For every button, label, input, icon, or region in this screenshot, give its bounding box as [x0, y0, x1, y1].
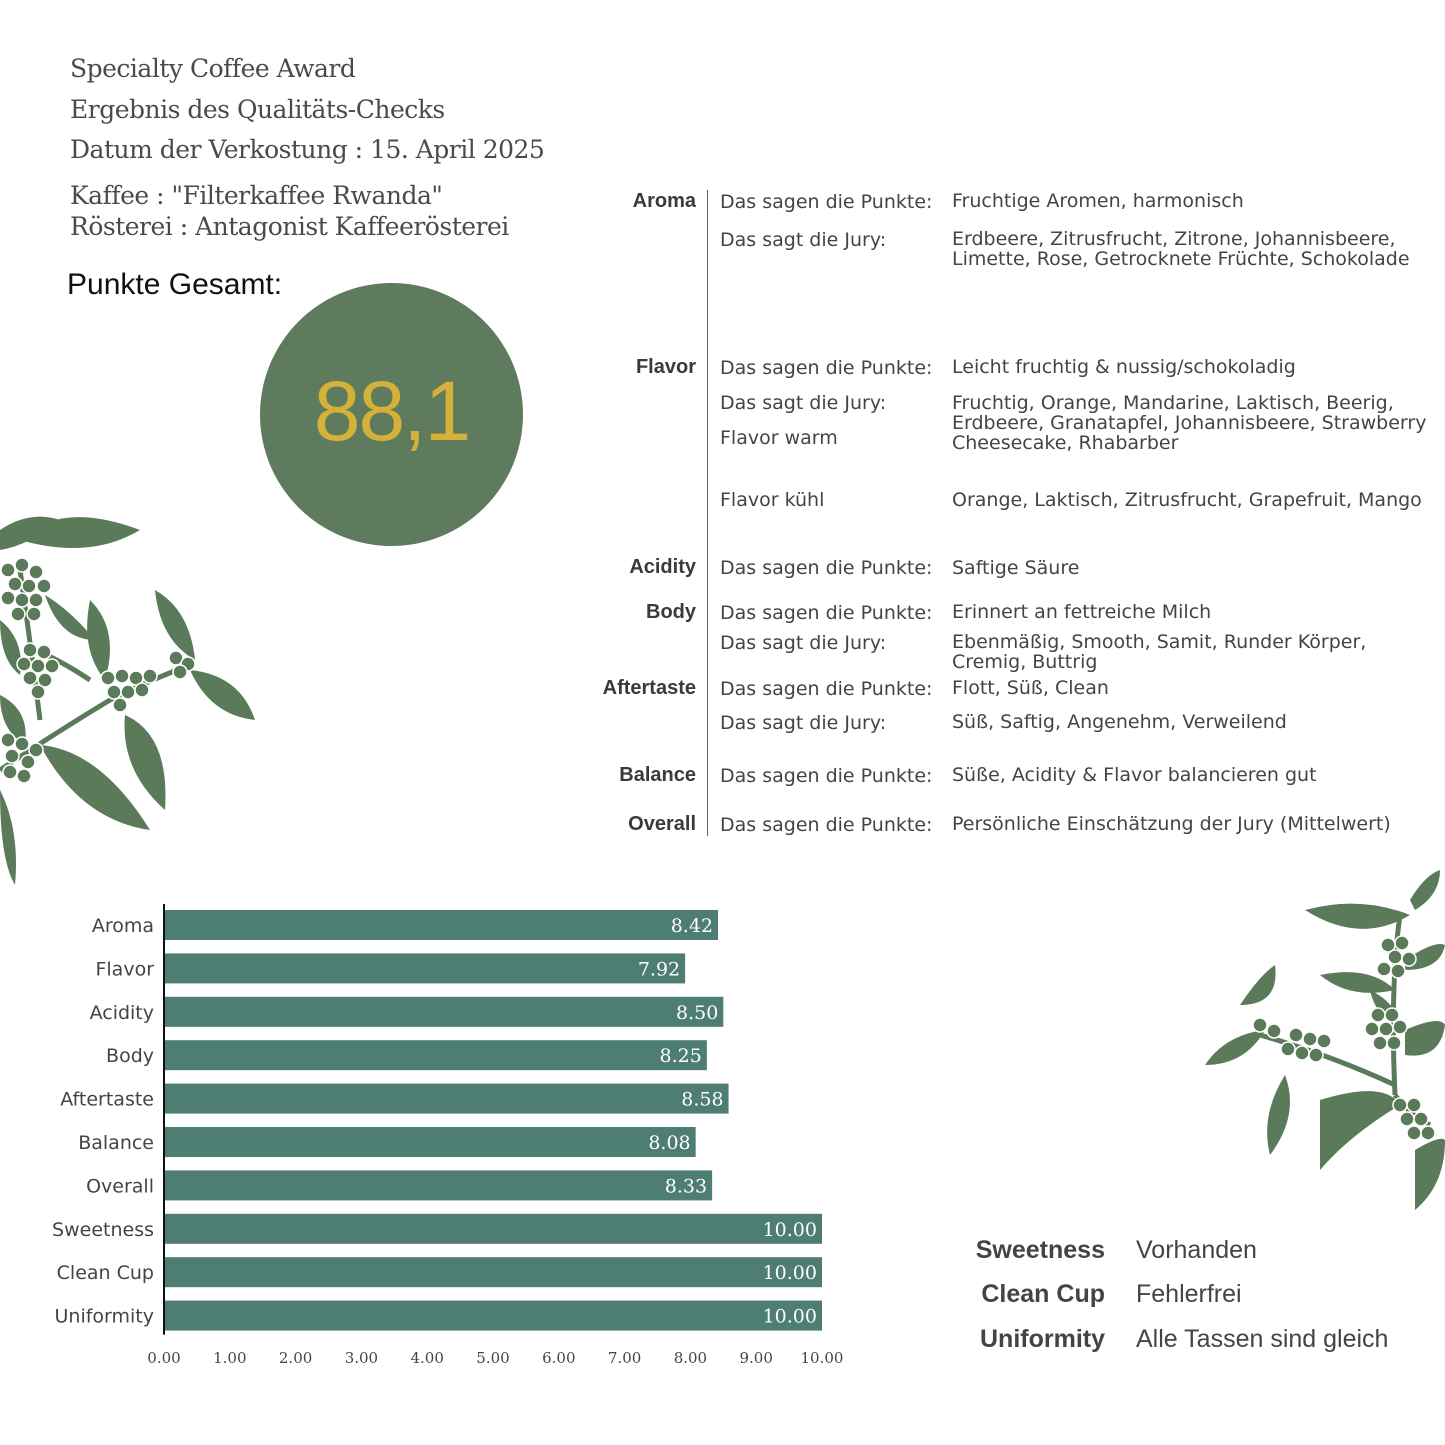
value-label-balance: 8.08	[648, 1132, 691, 1154]
category-label-uniformity: Uniformity	[54, 1305, 154, 1328]
flavor-cool-label: Flavor kühl	[720, 489, 825, 511]
x-tick-label: 1.00	[213, 1349, 247, 1367]
summary-value-uniformity: Alle Tassen sind gleich	[1136, 1325, 1389, 1353]
flavor-points-text: Leicht fruchtig & nussig/schokoladig	[952, 356, 1296, 378]
category-flavor: Flavor	[635, 356, 696, 378]
x-tick-label: 3.00	[344, 1349, 379, 1367]
value-label-sweetness: 10.00	[762, 1218, 817, 1241]
category-label-body: Body	[106, 1045, 154, 1068]
acidity-points-label: Das sagen die Punkte:	[720, 557, 933, 579]
total-score-value: 88,1	[313, 364, 470, 458]
summary-key-clean-cup: Clean Cup	[981, 1280, 1105, 1308]
roastery-name: Rösterei : Antagonist Kaffeerösterei	[70, 212, 509, 241]
summary-key-uniformity: Uniformity	[980, 1325, 1105, 1353]
aroma-jury-text-2: Limette, Rose, Getrocknete Früchte, Schokolade	[952, 248, 1410, 270]
award-title: Specialty Coffee Award	[70, 54, 356, 83]
bar-aroma	[164, 910, 718, 940]
category-label-clean-cup: Clean Cup	[56, 1262, 154, 1285]
coffee-plant-left-icon	[0, 500, 270, 890]
category-label-balance: Balance	[78, 1132, 154, 1154]
body-jury-text-2: Cremig, Buttrig	[952, 651, 1098, 673]
aftertaste-jury-label: Das sagt die Jury:	[720, 712, 887, 734]
bar-sweetness	[164, 1214, 822, 1244]
flavor-points-label: Das sagen die Punkte:	[720, 357, 933, 379]
x-tick-label: 9.00	[739, 1349, 773, 1367]
coffee-name: Kaffee : "Filterkaffee Rwanda"	[70, 181, 443, 210]
bar-clean-cup	[164, 1257, 822, 1287]
category-overall: Overall	[628, 813, 696, 835]
category-aroma: Aroma	[632, 190, 696, 212]
check-subtitle: Ergebnis des Qualitäts-Checks	[70, 95, 445, 124]
value-label-flavor: 7.92	[637, 958, 681, 981]
bar-overall	[164, 1170, 712, 1200]
category-label-overall: Overall	[86, 1175, 154, 1198]
value-label-body: 8.25	[659, 1045, 702, 1068]
category-body: Body	[646, 601, 696, 623]
x-tick-label: 4.00	[410, 1349, 444, 1367]
category-aftertaste: Aftertaste	[602, 677, 696, 699]
flavor-jury-label: Das sagt die Jury:	[720, 392, 887, 414]
category-label-flavor: Flavor	[95, 958, 154, 981]
bar-acidity	[164, 997, 723, 1027]
category-label-aroma: Aroma	[91, 915, 154, 937]
category-balance: Balance	[619, 764, 696, 786]
value-label-clean-cup: 10.00	[762, 1262, 817, 1285]
aftertaste-points-text: Flott, Süß, Clean	[952, 677, 1109, 699]
scores-bar-chart	[0, 880, 880, 1380]
bar-uniformity	[164, 1301, 822, 1331]
value-label-aroma: 8.42	[670, 915, 714, 937]
body-jury-label: Das sagt die Jury:	[720, 632, 887, 654]
aftertaste-points-label: Das sagen die Punkte:	[720, 678, 933, 700]
summary-value-sweetness: Vorhanden	[1136, 1236, 1257, 1264]
category-label-aftertaste: Aftertaste	[60, 1088, 154, 1111]
aroma-jury-text-1: Erdbeere, Zitrusfrucht, Zitrone, Johannisbeere,	[952, 228, 1396, 250]
body-jury-text-1: Ebenmäßig, Smooth, Samit, Runder Körper,	[952, 631, 1367, 653]
value-label-acidity: 8.50	[675, 1001, 719, 1024]
flavor-warm-text-3: Cheesecake, Rhabarber	[952, 432, 1179, 454]
balance-points-text: Süße, Acidity & Flavor balancieren gut	[952, 764, 1317, 786]
x-tick-label: 6.00	[542, 1349, 576, 1367]
x-tick-label: 8.00	[673, 1349, 708, 1367]
overall-points-label: Das sagen die Punkte:	[720, 814, 933, 836]
aroma-points-label: Das sagen die Punkte:	[720, 191, 933, 213]
category-label-sweetness: Sweetness	[52, 1218, 154, 1241]
total-score-badge	[260, 283, 523, 546]
category-acidity: Acidity	[629, 556, 696, 578]
value-label-overall: 8.33	[664, 1175, 708, 1198]
x-tick-label: 7.00	[607, 1349, 642, 1367]
balance-points-label: Das sagen die Punkte:	[720, 765, 933, 787]
summary-key-sweetness: Sweetness	[975, 1236, 1105, 1264]
body-points-text: Erinnert an fettreiche Milch	[952, 601, 1212, 623]
bar-flavor	[164, 953, 685, 983]
bar-aftertaste	[164, 1084, 729, 1114]
x-tick-label: 0.00	[147, 1349, 181, 1367]
aroma-points-text: Fruchtige Aromen, harmonisch	[952, 190, 1244, 212]
flavor-cool-text: Orange, Laktisch, Zitrusfrucht, Grapefruit, Mango	[952, 489, 1422, 511]
x-tick-label: 10.00	[800, 1349, 844, 1367]
aftertaste-jury-text: Süß, Saftig, Angenehm, Verweilend	[952, 711, 1287, 733]
table-divider	[707, 190, 708, 836]
value-label-aftertaste: 8.58	[681, 1088, 724, 1111]
bar-body	[164, 1040, 707, 1070]
tasting-date: Datum der Verkostung : 15. April 2025	[70, 135, 545, 164]
summary-value-clean-cup: Fehlerfrei	[1136, 1280, 1242, 1308]
coffee-plant-right-icon	[1200, 865, 1445, 1225]
total-score-label: Punkte Gesamt:	[67, 268, 283, 301]
overall-points-text: Persönliche Einschätzung der Jury (Mittelwert)	[952, 813, 1391, 835]
x-tick-label: 2.00	[278, 1349, 313, 1367]
flavor-warm-text-2: Erdbeere, Granatapfel, Johannisbeere, Strawberry	[952, 412, 1427, 434]
x-tick-label: 5.00	[476, 1349, 510, 1367]
bar-balance	[164, 1127, 696, 1157]
flavor-warm-text-1: Fruchtig, Orange, Mandarine, Laktisch, Beerig,	[952, 392, 1394, 414]
aroma-jury-label: Das sagt die Jury:	[720, 229, 887, 251]
flavor-warm-label: Flavor warm	[720, 427, 838, 449]
body-points-label: Das sagen die Punkte:	[720, 602, 933, 624]
value-label-uniformity: 10.00	[762, 1305, 817, 1328]
category-label-acidity: Acidity	[89, 1001, 154, 1024]
acidity-points-text: Saftige Säure	[952, 557, 1080, 579]
